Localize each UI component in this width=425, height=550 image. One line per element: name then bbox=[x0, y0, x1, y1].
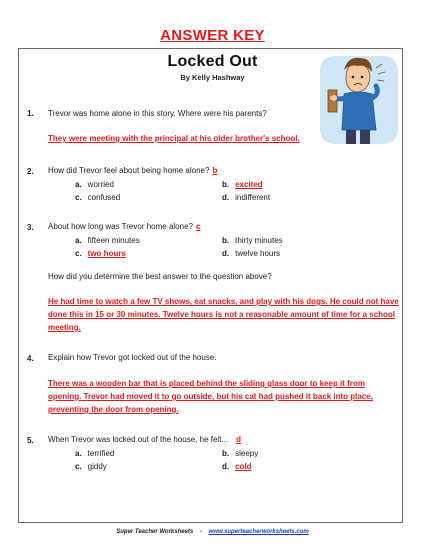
worksheet-title: Locked Out bbox=[167, 53, 258, 70]
q5-option-c: c. giddy bbox=[75, 462, 107, 471]
q3-answer-letter: c bbox=[195, 222, 201, 231]
q2-option-b: b. excited bbox=[222, 180, 263, 189]
q3-option-a: a. fifteen minutes bbox=[75, 236, 140, 245]
q2-answer-letter: b bbox=[212, 166, 218, 175]
q3-number: 3. bbox=[27, 223, 34, 232]
q3-option-d: d. twelve hours bbox=[222, 249, 281, 258]
q5-number: 5. bbox=[27, 436, 34, 445]
q1-number: 1. bbox=[27, 109, 34, 118]
q3-option-b: b. thirty minutes bbox=[222, 236, 283, 245]
q3-text: About how long was Trevor home alone? c bbox=[48, 222, 201, 231]
q2-option-d: d. indifferent bbox=[222, 193, 271, 202]
boy-face bbox=[346, 64, 370, 92]
boy-hand bbox=[331, 95, 337, 101]
q4-number: 4. bbox=[27, 354, 34, 363]
footer-brand: Super Teacher Worksheets bbox=[116, 529, 194, 535]
footer-separator: - bbox=[199, 529, 202, 535]
page-footer bbox=[0, 529, 425, 535]
q5-text: When Trevor was locked out of the house, he felt... d bbox=[48, 435, 241, 444]
q5-answer-letter: d bbox=[236, 435, 241, 444]
q5-option-b: b. sleepy bbox=[222, 449, 259, 458]
q2-number: 2. bbox=[27, 167, 34, 176]
q5-option-a: a. terrified bbox=[75, 449, 115, 458]
q1-text: Trevor was home alone in this story. Where were his parents? bbox=[48, 109, 267, 118]
q3-followup-answer: He had time to watch a few TV shows, eat snacks, and play with his dogs. He could not have done this in 15 or 30 minutes. Twelve hours is not a reasonable amount of time for a school meeting. bbox=[48, 297, 399, 332]
q4-answer: There was a wooden bar that is placed behind the sliding glass door to keep it from opening. Trevor had moved it to go outside, but his cat had pushed it back into place, preventing the door from opening. bbox=[48, 379, 373, 414]
q2-option-a: a. worried bbox=[75, 180, 114, 189]
q5-option-d: d. cold bbox=[222, 462, 252, 471]
footer-website-link[interactable]: www.superteacherworksheets.com bbox=[208, 529, 309, 535]
q3-followup-question: How did you determine the best answer to the question above? bbox=[48, 272, 272, 281]
q3-option-c: c. two hours bbox=[75, 249, 126, 258]
answer-key-heading: ANSWER KEY bbox=[160, 27, 265, 44]
q2-option-c: c. confused bbox=[75, 193, 121, 202]
q2-text: How did Trevor feel about being home alone? b bbox=[48, 166, 218, 175]
q1-answer: They were meeting with the principal at his older brother's school. bbox=[48, 134, 300, 143]
q4-text: Explain how Trevor got locked out of the house. bbox=[48, 353, 217, 362]
author-byline: By Kelly Hashway bbox=[180, 73, 245, 82]
